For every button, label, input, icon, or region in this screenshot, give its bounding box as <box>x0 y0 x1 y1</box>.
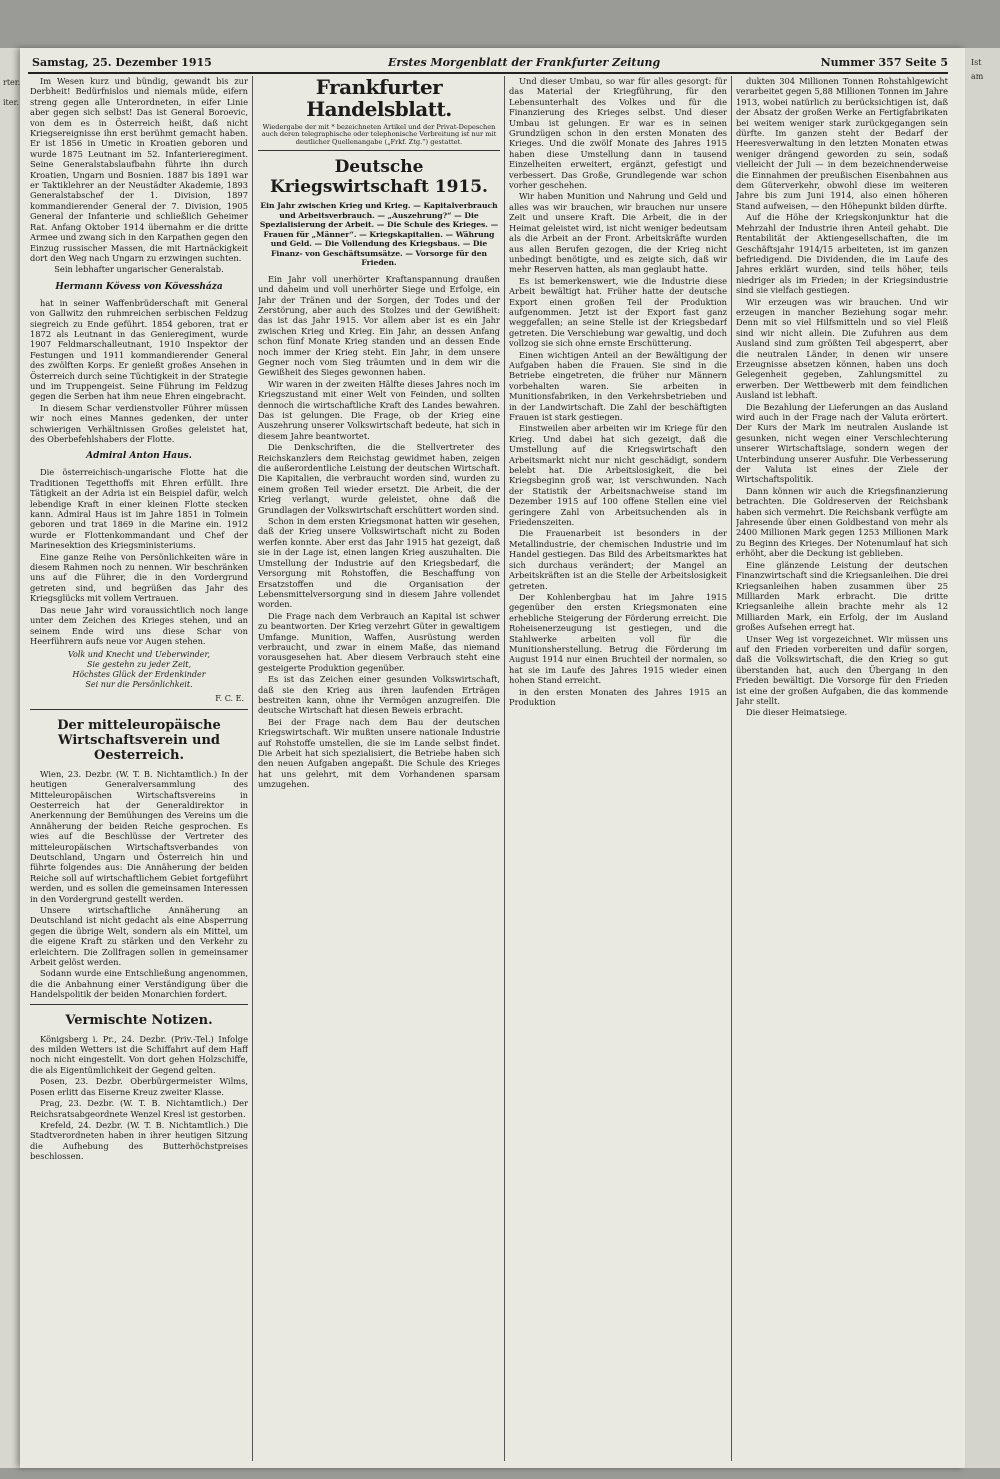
column-rule <box>504 76 505 1461</box>
col1-section3-para-3: Sodann wurde eine Entschließung angenommen, die die Anbahnung einer Verständigung über die Handelspolitik der beiden Monarchien fordert. <box>30 968 248 1000</box>
poem-line-4: Sei nur die Persönlichkeit. <box>85 680 193 690</box>
col3-para-5: Einstweilen aber arbeiten wir im Kriege für den Krieg. Und dabei hat sich gezeigt, daß die Umstellung auf die Kriegswirtschaft den Arbeitsmarkt nicht nur nicht geschädigt, sondern belebt hat. Die Arbeitslosigkeit, die bei Kriegsbeginn groß war, ist verschwunden. Nach der Statistik der Arbeitsnachweise stand im Dezember 1915 auf 100 offene Stellen eine viel geringere Zahl von Arbeitsuchenden als in Friedenszeiten. <box>509 423 727 528</box>
col3-para-3: Es ist bemerkenswert, wie die Industrie diese Arbeit bewältigt hat. Früher hatte der deutsche Export einen großen Teil der Produktion aufgenommen. Jetzt ist der Export fast ganz weggefallen; an seine Stelle ist der Kriegsbedarf getreten. Die Verschiebung war gewaltig, und doch vollzog sie sich ohne ernste Erschütterung. <box>509 275 727 349</box>
handelsblatt-masthead: Frankfurter Handelsblatt. <box>306 76 452 121</box>
section-divider <box>30 1004 248 1005</box>
column-rule <box>252 76 253 1461</box>
column-4 <box>736 76 948 1456</box>
col1-section1-title: Hermann Kövess von Kövessháza <box>55 281 223 292</box>
col1-section4-para-4: Krefeld, 24. Dezbr. (W. T. B. Nichtamtlich.) Die Stadtverordneten haben in ihrer heutigen Sitzung die Aufhebung des Butterhöchstpreises beschlossen. <box>30 1119 248 1162</box>
col1-section3-title: Der mitteleuropäische Wirtschaftsverein und Oesterreich. <box>57 717 221 763</box>
col1-section4-para-1: Königsberg i. Pr., 24. Dezbr. (Priv.-Tel.) Infolge des milden Wetters ist die Schiffahrt auf dem Haff noch nicht eingestellt. Von dort gehen Holzschiffe, die als Eigentümlichkeit der Gegend gelten. <box>30 1033 248 1075</box>
header-date: Samstag, 25. Dezember 1915 <box>32 56 212 69</box>
col4-footer-line: Die dieser Heimatsiege. <box>746 707 848 718</box>
col4-para-2: Auf die Höhe der Kriegskonjunktur hat die Mehrzahl der Industrie ihren Anteil gehabt. Die Rentabilität der Aktiengesellschaften, die im Geschäftsjahr 1914/15 arbeiteten, ist im ganzen befriedigend. Die Dividenden, die im Laufe des Jahres erklärt wurden, sind teils höher, teils niedriger als im Frieden; in der Kriegsindustrie sind sie vielfach gestiegen. <box>736 212 948 296</box>
masthead-divider <box>258 150 500 151</box>
col1-section1-para-2: In diesem Schar verdienstvoller Führer müssen wir noch eines Mannes gedenken, der unter schwierigen Verhältnissen Großes geleistet hat, des Oberbefehlshabers der Flotte. <box>30 402 248 444</box>
col4-para-5: Dann können wir auch die Kriegsfinanzierung betrachten. Die Goldreserven der Reichsbank haben sich vermehrt. Die Reichsbank verfügte am Jahresende über einen Goldbestand von mehr als 2400 Millionen Mark gegen 1253 Millionen Mark zu Beginn des Krieges. Der Notenumlauf hat sich erhöht, aber die Deckung ist geblieben. <box>736 485 948 559</box>
col1-intro-para-2: Sein lebhafter ungarischer Generalstab. <box>54 264 224 275</box>
col1-section2-para-1: Die österreichisch-ungarische Flotte hat die Traditionen Tegetthoffs mit Ehren erfüllt. Ihre Tätigkeit an der Adria ist ein Beispiel dafür, welch lebendige Kraft in einer kleinen Flotte stecken kann. Admiral Haus ist im Jahre 1851 in Tolmein geboren und trat 1869 in die Marine ein. 1912 wurde er Flottenkommandant und Chef der Marinesektion des Kriegsministeriums. <box>30 467 248 551</box>
section-divider <box>30 709 248 710</box>
column-3 <box>509 76 727 1456</box>
col1-section3-para-2: Unsere wirtschaftliche Annäherung an Deutschland ist nicht gedacht als eine Absperrung gegen die übrige Welt, sondern als ein Mittel, um die eigene Kraft zu stärken und den Verkehr zu erleichtern. Die Zollfragen sollen in gemeinsamer Arbeit gelöst werden. <box>30 905 248 968</box>
col4-para-7: Unser Weg ist vorgezeichnet. Wir müssen uns auf den Frieden vorbereiten und dafür sorgen, daß die Volkswirtschaft, die den Krieg so gut überstanden hat, auch den Übergang in den Frieden bewältigt. Die Vorsorge für den Frieden ist eine der großen Aufgaben, die das kommende Jahr stellt. <box>736 633 948 706</box>
col2-para-6: Es ist das Zeichen einer gesunden Volkswirtschaft, daß sie den Krieg aus ihren laufenden Erträgen bestreiten kann, ohne ihr Vermögen anzugreifen. Die deutsche Wirtschaft hat diesen Beweis erbracht. <box>258 674 500 716</box>
col3-para-7: Der Kohlenbergbau hat im Jahre 1915 gegenüber den ersten Kriegsmonaten eine erhebliche Steigerung der Förderung erreicht. Die Roheisenerzeugung ist gestiegen, und die Stahlwerke arbeiten voll für die Munitionsherstellung. Betrug die Förderung im August 1914 nur einen Bruchteil der normalen, so hat sie im Laufe des Jahres 1915 wieder einen hohen Stand erreicht. <box>509 591 727 686</box>
column-rule <box>731 76 732 1461</box>
col2-para-4: Schon in dem ersten Kriegsmonat hatten wir gesehen, daß der Krieg unsere Volkswirtschaft nicht zu Boden werfen konnte. Aber erst das Jahr 1915 hat gezeigt, daß sie in der Lage ist, einen langen Krieg auszuhalten. Die Umstellung der Industrie auf den Kriegsbedarf, die Versorgung mit Rohstoffen, die Beschaffung von Ersatzstoffen und die Organisation der Lebensmittelversorgung sind in diesem Jahre vollendet worden. <box>258 516 500 610</box>
col1-intro-para-1: Im Wesen kurz und bündig, gewandt bis zur Derbheit! Bedürfnislos und niemals müde, eifern streng gegen alle Unterordneten, in eifer Linie aber gegen sich selbst! Das ist General Boroevic, von dem es in Österreich heißt, daß nicht Kriegsereignisse ihn erst berühmt gemacht haben. Er ist 1856 in Umetic in Kroatien geboren und wurde 1875 Leutnant im 52. Infanterieregiment. Seine Generalstabslaufbahn führte ihn durch Kroatien, Ungarn und Bosnien. 1887 bis 1891 war er Taktiklehrer an der Neustädter Akademie, 1893 Generalstabschef der 1. Division, 1897 kommandierender General der 7. Division, 1905 General der Infanterie und schließlich Geheimer Rat. Anfang Oktober 1914 übernahm er die dritte Armee und zwang sich in den Karpathen gegen den Einzug russischer Massen, die mit Hartnäckigkeit dort den Weg nach Ungarn zu erzwingen suchten. <box>30 76 248 263</box>
column-1 <box>30 76 248 1456</box>
masthead-notice: Wiedergabe der mit * bezeichneten Artikel und der Privat-Depeschen auch deren telegraphische oder telephonische Verbreitung ist nur mit deutlicher Quellenangabe („Frkf. Ztg.“) gestattet. <box>261 123 497 146</box>
col1-section4-para-2: Posen, 23. Dezbr. Oberbürgermeister Wilms, Posen erlitt das Eiserne Kreuz zweiter Klasse. <box>30 1076 248 1097</box>
col3-para-1: Und dieser Umbau, so war für alles gesorgt: für das Material der Kriegführung, für den Lebensunterhalt des Volkes und für die Finanzierung des Krieges selbst. Und dieser Umbau ist gelungen. Er war es in seinen Grundzügen schon in den ersten Monaten des Krieges. Und die zwölf Monate des Jahres 1915 haben diese Umstellung dann in tausend Einzelheiten erweitert, ergänzt, gefestigt und verbessert. Das Große, Grundlegende war schon vorher geschehen. <box>509 76 727 191</box>
poem-line-3: Höchstes Glück der Erdenkinder <box>72 670 206 680</box>
page-header <box>28 54 948 74</box>
col1-section2-title: Admiral Anton Haus. <box>86 451 192 462</box>
col2-para-7: Bei der Frage nach dem Bau der deutschen Kriegswirtschaft. Wir mußten unsere nationale Industrie auf Rohstoffe umstellen, die sie im Lande selbst findet. Die Arbeit hat sich spezialisiert, die Betriebe haben sich den neuen Aufgaben angepaßt. Die Schule des Krieges hat uns gelehrt, mit dem Vorhandenen sparsam umzugehen. <box>258 716 500 790</box>
col1-section2-para-2: Eine ganze Reihe von Persönlichkeiten wäre in diesem Rahmen noch zu nennen. Wir beschränken uns auf die Führer, die in den Vordergrund getreten sind, und begrüßen das Jahr des Kriegsglücks mit vollem Vertrauen. <box>30 551 248 604</box>
article-summary: Ein Jahr zwischen Krieg und Krieg. — Kapitalverbrauch und Arbeitsverbrauch. — „Auszehrung?“ — Die Spezialisierung der Arbeit. — Die Schule des Krieges. — Frauen für „Männer“. — Kriegskapitalien. — Währung und Geld. — Die Vollendung des Kriegsbaus. — Die Finanz- von Geschäftsumsätze. — Vorsorge für den Frieden. <box>259 201 499 268</box>
col2-para-2: Wir waren in der zweiten Hälfte dieses Jahres noch im Kriegszustand mit einer Welt von Feinden, und sollten dennoch die wirtschaftliche Kraft des Landes bewahren. Das ist gelungen. Die Frage, ob der Krieg eine Auszehrung unserer Volkswirtschaft bedeute, hat sich in diesem Jahre beantwortet. <box>258 378 500 441</box>
poem-line-2: Sie gestehn zu jeder Zeit, <box>86 660 192 670</box>
right-strip-line-1: Ist <box>971 58 982 67</box>
col3-para-6: Die Frauenarbeit ist besonders in der Metallindustrie, der chemischen Industrie und im Handel gestiegen. Das Bild des Arbeitsmarktes hat sich durchaus verändert; der Mangel an Arbeitskräften ist an die Stelle der Arbeitslosigkeit getreten. <box>509 528 727 591</box>
col1-section4-title: Vermischte Notizen. <box>65 1012 213 1028</box>
column-2 <box>258 76 500 1456</box>
next-page-strip <box>965 48 1000 1468</box>
col4-para-4: Die Bezahlung der Lieferungen an das Ausland wird auch in der Frage nach der Valuta erörtert. Der Kurs der Mark im neutralen Auslande ist gesunken, nicht wegen einer Verschlechterung unserer Wirtschaftslage, sondern wegen der Unterbindung unserer Ausfuhr. Die Verbesserung der Valuta ist eines der Ziele der Wirtschaftspolitik. <box>736 401 948 485</box>
col3-footer-line: in den ersten Monaten des Jahres 1915 an Produktion <box>509 686 727 707</box>
left-strip-line-2: iter. <box>3 98 19 107</box>
col3-para-2: Wir haben Munition und Nahrung und Geld und alles was wir brauchen, wir brauchen nur unsere Zeit und unsere Kraft. Die Arbeit, die in der Heimat geleistet wird, ist nicht weniger bedeutsam als die Arbeit an der Front. Arbeitskräfte wurden aus allen Berufen gezogen, die der Krieg nicht unbedingt benötigte, und es zeigte sich, daß wir mehr Reserven hatten, als man geglaubt hatte. <box>509 191 727 275</box>
header-paper-name: Erstes Morgenblatt der Frankfurter Zeitung <box>388 56 661 69</box>
left-strip-line-1: rter. <box>3 78 21 87</box>
col4-para-3: Wir erzeugen was wir brauchen. Und wir erzeugen in mancher Beziehung sogar mehr. Denn mit so viel Hilfsmitteln und so viel Fleiß sind wir nicht allein. Die Zufuhren aus dem Ausland sind zum größten Teil abgesperrt, aber die neutralen Länder, in denen wir unsere Erzeugnisse absetzen können, haben uns doch Gelegenheit gegeben, Zahlungsmittel zu erwerben. Der Wettbewerb mit dem feindlichen Ausland ist lebhaft. <box>736 296 948 401</box>
poem-line-1: Volk und Knecht und Ueberwinder, <box>67 650 211 660</box>
col1-section3-para-1: Wien, 23. Dezbr. (W. T. B. Nichtamtlich.) In der heutigen Generalversammlung des Mitteleuropäischen Wirtschaftsvereins in Oesterreich hat der Generaldirektor in Anerkennung der Bemühungen des Vereins um die Annäherung der beiden Reiche gesprochen. Es wies auf die Beschlüsse der Vertreter des mitteleuropäischen Wirtschaftsverbandes von Deutschland, Ungarn und Österreich hin und führte folgendes aus: Die Annäherung der beiden Reiche soll auf wirtschaftlichem Gebiet fortgeführt werden, und es sollen die gemeinsamen Interessen in den Vordergrund gestellt werden. <box>30 768 248 904</box>
header-page-number: Nummer 357 Seite 5 <box>820 56 948 69</box>
poem <box>30 650 248 690</box>
col4-para-1: dukten 304 Millionen Tonnen Rohstahlgewicht verarbeitet gegen 5,88 Millionen Tonnen im Jahre 1913, wobei natürlich zu berücksichtigen ist, daß der Absatz der großen Werke an Fertigfabrikaten bei weitem weniger stark zurückgegangen sein dürfte. Im ganzen steht der Bedarf der Heeresverwaltung in den letzten Monaten etwas weniger drängend geworden zu sein, sodaß vielleicht der Juli — in dem bezeichnenderweise die Einnahmen der preußischen Eisenbahnen aus dem Güterverkehr, obwohl diese im weiteren Jahre bis zum Juni 1914, also einen höheren Stand aufweisen, — den Höhepunkt bilden dürfte. <box>736 76 948 211</box>
previous-page-strip <box>0 48 21 1468</box>
col3-para-4: Einen wichtigen Anteil an der Bewältigung der Aufgaben haben die Frauen. Sie sind in die Betriebe eingetreten, die früher nur Männern vorbehalten waren. Sie arbeiten in Munitionsfabriken, in den Verkehrsbetrieben und in der Landwirtschaft. Die Zahl der beschäftigten Frauen ist stark gestiegen. <box>509 349 727 422</box>
right-strip-line-2: am <box>971 72 984 81</box>
col1-section4-para-3: Prag, 23. Dezbr. (W. T. B. Nichtamtlich.) Der Reichsratsabgeordnete Wenzel Kresl ist gestorben. <box>30 1098 248 1119</box>
col1-section1-para-1: hat in seiner Waffenbrüderschaft mit General von Gallwitz den ruhmreichen serbischen Feldzug siegreich zu Ende geführt. 1854 geboren, trat er 1872 als Leutnant in das Genieregiment, wurde 1907 Feldmarschalleutnant, 1910 Inspektor der Festungen und 1911 kommandierender General des zwölften Korps. Er genießt großes Ansehen in Österreich durch seine Tüchtigkeit in der Strategie und im Truppengeist. Seine Führung im Feldzug gegen die Serben hat ihm neue Ehren eingebracht. <box>30 297 248 402</box>
article-title: Deutsche Kriegswirtschaft 1915. <box>270 157 488 198</box>
col4-para-6: Eine glänzende Leistung der deutschen Finanzwirtschaft sind die Kriegsanleihen. Die drei Kriegsanleihen haben zusammen über 25 Milliarden Mark erbracht. Die dritte Kriegsanleihe allein brachte mehr als 12 Milliarden Mark, ein Erfolg, der im Ausland großes Aufsehen erregt hat. <box>736 559 948 633</box>
col2-para-5: Die Frage nach dem Verbrauch an Kapital ist schwer zu beantworten. Der Krieg verzehrt Güter in gewaltigem Umfange. Munition, Waffen, Ausrüstung werden verbraucht, und zwar in einem Maße, das niemand vorausgesehen hat. Aber diesem Verbrauch steht eine gesteigerte Produktion gegenüber. <box>258 610 500 673</box>
poem-signature: F. C. E. <box>215 694 244 704</box>
col2-para-3: Die Denkschriften, die die Stellvertreter des Reichskanzlers dem Reichstag gewidmet haben, zeigen die außerordentliche Leistung der deutschen Wirtschaft. Die Kapitalien, die verbraucht worden sind, wurden zu einem großen Teil wieder ersetzt. Die Arbeit, die der Krieg verlangt, wurde geleistet, ohne daß die Grundlagen der Volkswirtschaft erschüttert worden sind. <box>258 442 500 515</box>
col1-section2-para-3: Das neue Jahr wird voraussichtlich noch lange unter dem Zeichen des Krieges stehen, und an seinem Ende wird uns diese Schar von Heerführern aufs neue vor Augen stehen. <box>30 604 248 646</box>
col2-para-1: Ein Jahr voll unerhörter Kraftanspannung draußen und daheim und voll unerhörter Siege und Erfolge, ein Jahr der Tränen und der Sorgen, der Todes und der Zerstörung, aber auch des Stolzes und der Gewißheit: das ist das Jahr 1915. Vor allem aber ist es ein Jahr zwischen Krieg und Krieg. Ein Jahr, an dessen Anfang schon fünf Monate Krieg standen und an dessen Ende noch immer der Krieg steht. Ein Jahr, in dem unsere Gegner noch vom Sieg träumten und in dem wir die Gewißheit des Sieges gewonnen haben. <box>258 273 500 378</box>
